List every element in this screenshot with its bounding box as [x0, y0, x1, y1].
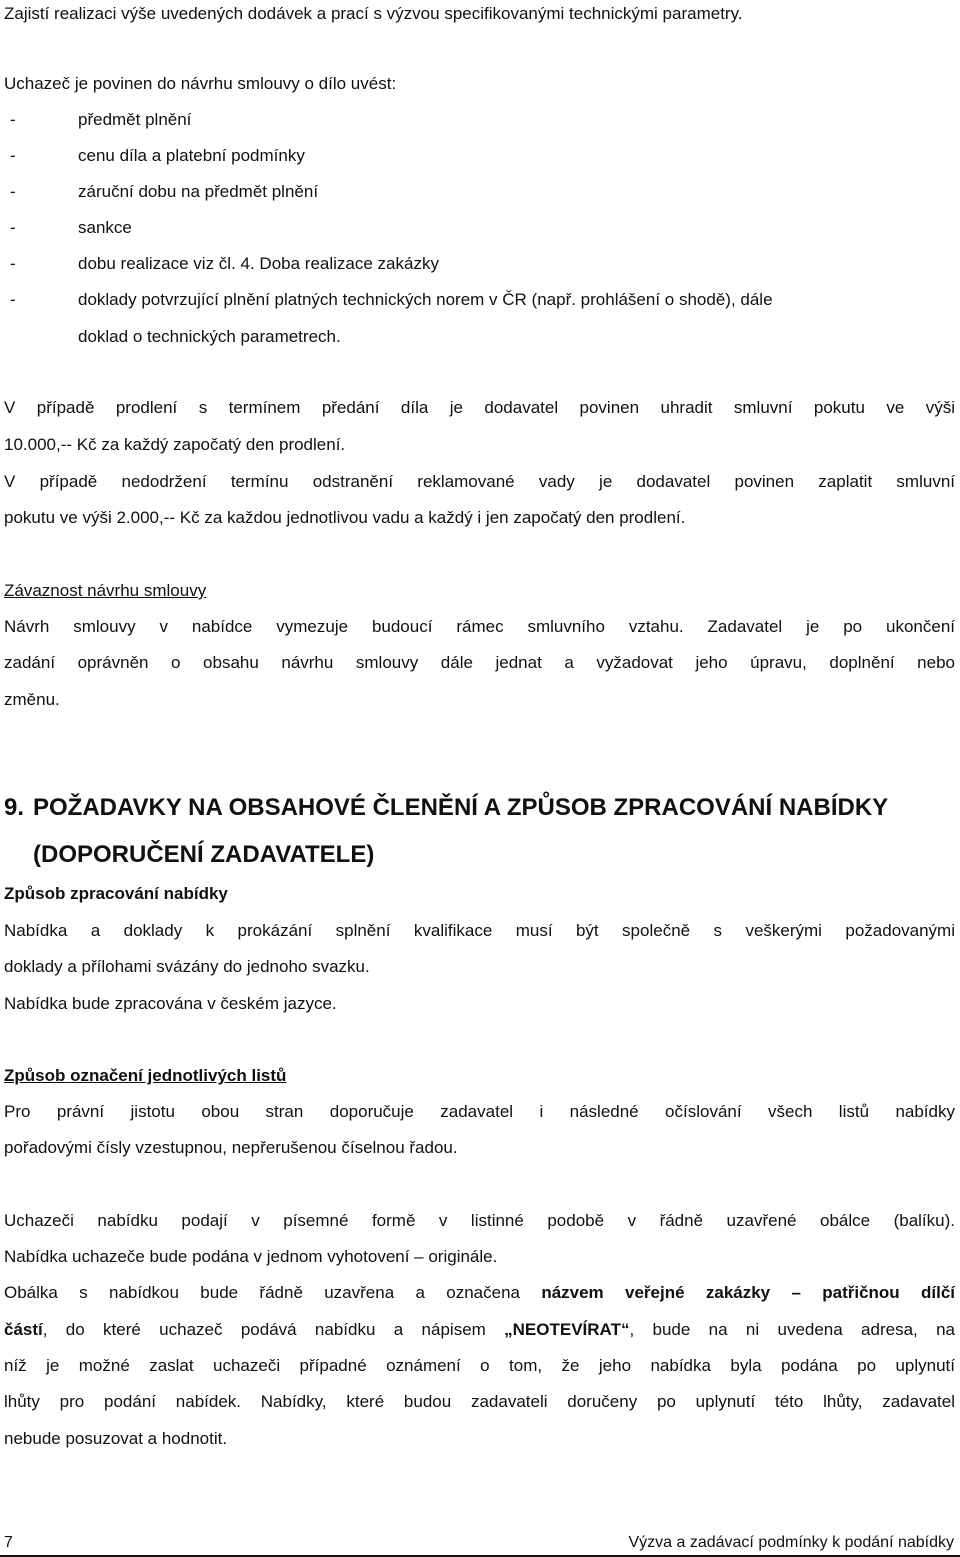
- list-item: [10, 289, 960, 311]
- list-dash: -: [10, 110, 16, 129]
- list-dash: -: [10, 146, 16, 165]
- submission-line-4: [4, 1319, 955, 1341]
- binding-line-1: Návrh smlouvy v nabídce vymezuje budoucí rámec smluvního vztahu. Zadavatel je po ukončení: [4, 617, 955, 636]
- processing-line-1: Nabídka a doklady k prokázání splnění kvalifikace musí být společně s veškerými požadovanými: [4, 921, 955, 940]
- section-9-title-line-1: POŽADAVKY NA OBSAHOVÉ ČLENĚNÍ A ZPŮSOB ZPRACOVÁNÍ NABÍDKY: [33, 794, 889, 821]
- processing-line-2: doklady a přílohami svázány do jednoho svazku.: [4, 957, 370, 976]
- list-item: [10, 145, 960, 167]
- list-item-text: cenu díla a platební podmínky: [78, 146, 305, 165]
- binding-title: Závaznost návrhu smlouvy: [4, 581, 207, 600]
- marking-line-1: Pro právní jistotu obou stran doporučuje zadavatel i následné očíslování všech listů nabídky: [4, 1102, 955, 1121]
- list-item-continuation: doklad o technických parametrech.: [78, 327, 341, 346]
- submission-line-1: Uchazeči nabídku podají v písemné formě v listinné podobě v řádně uzavřené obálce (balíku).: [4, 1211, 955, 1230]
- submission-line-6: lhůty pro podání nabídek. Nabídky, které budou zadavateli doručeny po uplynutí této lhůty, zadavatel: [4, 1392, 955, 1411]
- section-9-number: 9.: [4, 794, 25, 821]
- section-9-heading: [4, 793, 888, 823]
- list-item-text: předmět plnění: [78, 110, 192, 129]
- submission-line-3-bold: názvem veřejné zakázky – patřičnou dílčí: [541, 1283, 956, 1302]
- processing-title: Způsob zpracování nabídky: [4, 884, 228, 903]
- submission-line-4-text: , do které uchazeč podává nabídku a nápisem: [42, 1320, 505, 1339]
- list-dash: -: [10, 254, 16, 273]
- penalty-paragraph-2-line-1: V případě nedodržení termínu odstranění reklamované vady je dodavatel povinen zaplatit smluvní: [4, 472, 955, 491]
- list-item: [10, 181, 960, 203]
- penalty-paragraph-1-line-1: V případě prodlení s termínem předání díla je dodavatel povinen uhradit smluvní pokutu ve výši: [4, 398, 955, 417]
- submission-line-3: [4, 1282, 955, 1304]
- section-9-title-line-2: (DOPORUČENÍ ZADAVATELE): [33, 841, 375, 868]
- processing-line-3: Nabídka bude zpracována v českém jazyce.: [4, 994, 337, 1013]
- list-dash: -: [10, 182, 16, 201]
- submission-line-4-bold-start: částí: [4, 1320, 43, 1339]
- penalty-paragraph-2-line-2: pokutu ve výši 2.000,-- Kč za každou jednotlivou vadu a každý i jen započatý den prodlení.: [4, 508, 686, 527]
- list-dash: -: [10, 218, 16, 237]
- submission-line-5: níž je možné zaslat uchazeči případné oznámení o tom, že jeho nabídka byla podána po uplynutí: [4, 1356, 955, 1375]
- list-item-text: dobu realizace viz čl. 4. Doba realizace zakázky: [78, 254, 439, 273]
- submission-line-7: nebude posuzovat a hodnotit.: [4, 1429, 228, 1448]
- penalty-paragraph-1-line-2: 10.000,-- Kč za každý započatý den prodlení.: [4, 435, 346, 454]
- binding-line-3: změnu.: [4, 690, 60, 709]
- marking-line-2: pořadovými čísly vzestupnou, nepřerušenou číselnou řadou.: [4, 1138, 458, 1157]
- list-dash: -: [10, 290, 16, 309]
- contract-items-lead: Uchazeč je povinen do návrhu smlouvy o dílo uvést:: [4, 74, 397, 93]
- list-item-text: sankce: [78, 218, 132, 237]
- intro-line: Zajistí realizaci výše uvedených dodávek a prací s výzvou specifikovanými technickými parametry.: [4, 4, 743, 23]
- marking-title: Způsob označení jednotlivých listů: [4, 1066, 287, 1085]
- footer-doc-title: Výzva a zadávací podmínky k podání nabídky: [628, 1534, 954, 1551]
- list-item-text: záruční dobu na předmět plnění: [78, 182, 319, 201]
- submission-line-2: Nabídka uchazeče bude podána v jednom vyhotovení – originále.: [4, 1247, 498, 1266]
- list-item: [10, 253, 960, 275]
- list-item-text: doklady potvrzující plnění platných technických norem v ČR (např. prohlášení o shodě), dále: [78, 290, 773, 309]
- submission-line-3-text: Obálka s nabídkou bude řádně uzavřena a označena: [4, 1283, 542, 1302]
- footer-page-number: 7: [4, 1534, 13, 1551]
- list-item: [10, 109, 960, 131]
- submission-line-4-bold-label: „NEOTEVÍRAT“: [504, 1320, 630, 1339]
- submission-line-4-tail: , bude na ni uvedena adresa, na: [629, 1320, 955, 1339]
- binding-line-2: zadání oprávněn o obsahu návrhu smlouvy dále jednat a vyžadovat jeho úpravu, doplnění nebo: [4, 653, 955, 672]
- list-item: [10, 217, 960, 239]
